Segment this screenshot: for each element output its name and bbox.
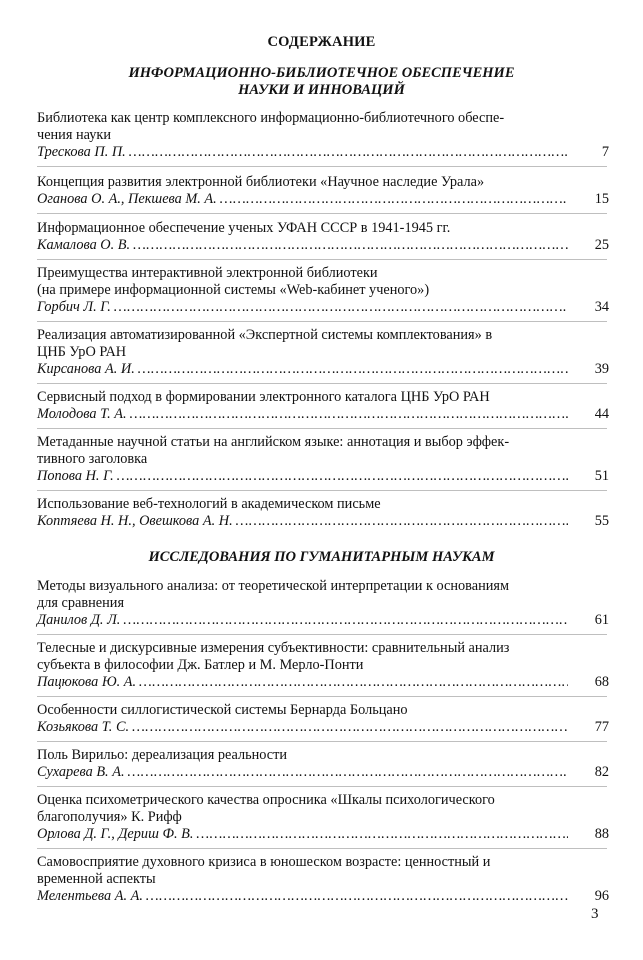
entry-page: 61 bbox=[594, 612, 609, 628]
dot-leader bbox=[114, 299, 568, 316]
toc-entry[interactable] bbox=[37, 640, 609, 691]
dot-leader bbox=[220, 191, 568, 208]
entry-title-line: Поль Вирильо: дереализация реальности bbox=[37, 747, 288, 763]
toc-entry[interactable] bbox=[37, 702, 609, 736]
toc-entry[interactable] bbox=[37, 854, 609, 905]
dot-leader bbox=[123, 612, 568, 629]
entry-divider bbox=[37, 696, 607, 697]
entry-divider bbox=[37, 383, 607, 384]
entry-author: Кирсанова А. И. bbox=[37, 361, 135, 377]
entry-title-line: временной аспекты bbox=[37, 871, 156, 887]
entry-divider bbox=[37, 741, 607, 742]
entry-title-line: Метаданные научной статьи на английском языке: аннотация и выбор эффек- bbox=[37, 434, 510, 450]
section-1-title-line-1: ИНФОРМАЦИОННО-БИБЛИОТЕЧНОЕ ОБЕСПЕЧЕНИЕ bbox=[128, 65, 515, 81]
entry-author: Козьякова Т. С. bbox=[37, 719, 130, 735]
toc-entry[interactable] bbox=[37, 578, 609, 629]
entry-title-line: Методы визуального анализа: от теоретической интерпретации к основаниям bbox=[37, 578, 510, 594]
toc-entry[interactable] bbox=[37, 327, 609, 378]
entry-page: 68 bbox=[594, 674, 609, 690]
page-heading: СОДЕРЖАНИЕ bbox=[267, 34, 376, 50]
entry-title-line: ЦНБ УрО РАН bbox=[37, 344, 127, 360]
dot-leader bbox=[139, 674, 568, 691]
entry-author: Сухарева В. А. bbox=[37, 764, 125, 780]
toc-entry[interactable] bbox=[37, 174, 609, 208]
entry-page: 96 bbox=[594, 888, 609, 904]
entry-author: Трескова П. П. bbox=[37, 144, 126, 160]
toc-entry[interactable] bbox=[37, 110, 609, 161]
entry-page: 39 bbox=[594, 361, 609, 377]
entry-divider bbox=[37, 166, 607, 167]
entry-page: 44 bbox=[594, 406, 609, 422]
entry-divider bbox=[37, 634, 607, 635]
dot-leader bbox=[196, 826, 568, 843]
section-1-title-line-2: НАУКИ И ИННОВАЦИЙ bbox=[238, 82, 405, 98]
dot-leader bbox=[132, 719, 568, 736]
entry-title-line: (на примере информационной системы «Web-кабинет ученого») bbox=[37, 282, 430, 298]
entry-author: Пацюкова Ю. А. bbox=[37, 674, 137, 690]
toc-entry[interactable] bbox=[37, 434, 609, 485]
toc-entry[interactable] bbox=[37, 220, 609, 254]
entry-page: 25 bbox=[594, 237, 609, 253]
entry-page: 15 bbox=[594, 191, 609, 207]
toc-entry[interactable] bbox=[37, 747, 609, 781]
entry-author: Попова Н. Г. bbox=[37, 468, 114, 484]
entry-title-line: Библиотека как центр комплексного информационно-библиотечного обеспе- bbox=[37, 110, 505, 126]
dot-leader bbox=[129, 144, 568, 161]
entry-title-line: Оценка психометрического качества опросника «Шкалы психологического bbox=[37, 792, 495, 808]
dot-leader bbox=[117, 468, 568, 485]
dot-leader bbox=[133, 237, 568, 254]
page-number: 3 bbox=[591, 906, 599, 922]
entry-author: Оганова О. А., Пекшева М. А. bbox=[37, 191, 217, 207]
entry-divider bbox=[37, 213, 607, 214]
entry-title-line: Особенности силлогистической системы Бернарда Больцано bbox=[37, 702, 408, 718]
section-2-title bbox=[0, 549, 643, 566]
entry-page: 82 bbox=[594, 764, 609, 780]
entry-page: 88 bbox=[594, 826, 609, 842]
entry-title-line: Преимущества интерактивной электронной библиотеки bbox=[37, 265, 378, 281]
entry-title-line: Концепция развития электронной библиотеки «Научное наследие Урала» bbox=[37, 174, 485, 190]
toc-entry[interactable] bbox=[37, 389, 609, 423]
entry-divider bbox=[37, 848, 607, 849]
dot-leader bbox=[128, 764, 568, 781]
entry-title-line: Самовосприятие духовного кризиса в юношеском возрасте: ценностный и bbox=[37, 854, 491, 870]
dot-leader bbox=[130, 406, 568, 423]
entry-title-line: тивного заголовка bbox=[37, 451, 148, 467]
section-1-title bbox=[0, 65, 643, 99]
entry-author: Мелентьева А. А. bbox=[37, 888, 143, 904]
toc-entry[interactable] bbox=[37, 792, 609, 843]
entry-author: Горбич Л. Г. bbox=[37, 299, 111, 315]
entry-title-line: Реализация автоматизированной «Экспертной системы комплектования» в bbox=[37, 327, 493, 343]
entry-divider bbox=[37, 490, 607, 491]
toc-entry[interactable] bbox=[37, 265, 609, 316]
entry-page: 51 bbox=[594, 468, 609, 484]
section-2-title-line-1: ИССЛЕДОВАНИЯ ПО ГУМАНИТАРНЫМ НАУКАМ bbox=[148, 549, 495, 565]
dot-leader bbox=[146, 888, 568, 905]
entry-page: 34 bbox=[594, 299, 609, 315]
entry-author: Коптяева Н. Н., Овешкова А. Н. bbox=[37, 513, 233, 529]
entry-divider bbox=[37, 428, 607, 429]
entry-page: 77 bbox=[594, 719, 609, 735]
entry-author: Орлова Д. Г., Дериш Ф. В. bbox=[37, 826, 194, 842]
entry-title-line: Информационное обеспечение ученых УФАН СССР в 1941-1945 гг. bbox=[37, 220, 451, 236]
entry-divider bbox=[37, 321, 607, 322]
entry-divider bbox=[37, 259, 607, 260]
entry-title-line: Сервисный подход в формировании электронного каталога ЦНБ УрО РАН bbox=[37, 389, 490, 405]
entry-author: Данилов Д. Л. bbox=[37, 612, 121, 628]
entry-divider bbox=[37, 786, 607, 787]
entry-title-line: для сравнения bbox=[37, 595, 125, 611]
entry-title-line: Телесные и дискурсивные измерения субъективности: сравнительный анализ bbox=[37, 640, 510, 656]
entry-author: Молодова Т. А. bbox=[37, 406, 127, 422]
dot-leader bbox=[236, 513, 568, 530]
entry-title-line: Использование веб-технологий в академическом письме bbox=[37, 496, 381, 512]
entry-page: 7 bbox=[601, 144, 609, 160]
dot-leader bbox=[138, 361, 568, 378]
entry-page: 55 bbox=[594, 513, 609, 529]
entry-author: Камалова О. В. bbox=[37, 237, 131, 253]
toc-entry[interactable] bbox=[37, 496, 609, 530]
entry-title-line: благополучия» К. Рифф bbox=[37, 809, 182, 825]
entry-title-line: чения науки bbox=[37, 127, 112, 143]
entry-title-line: субъекта в философии Дж. Батлер и М. Мерло-Понти bbox=[37, 657, 364, 673]
